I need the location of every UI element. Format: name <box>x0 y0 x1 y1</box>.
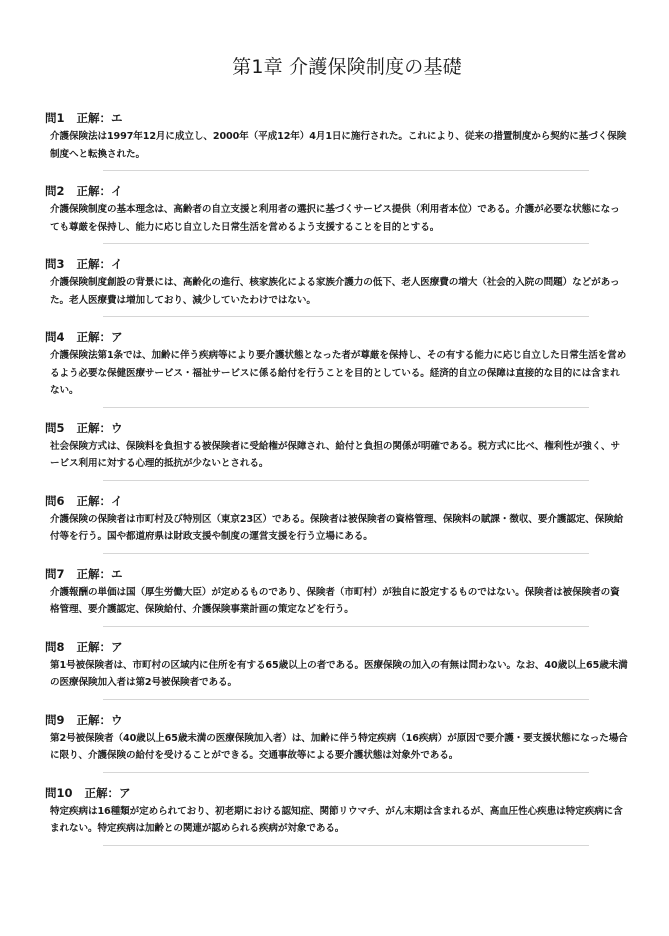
answer-header <box>45 493 629 509</box>
answer-header <box>45 110 629 126</box>
answer-header <box>45 639 629 655</box>
divider <box>103 170 589 171</box>
question-number: 問7 <box>45 566 65 581</box>
answer-item-3 <box>45 256 629 317</box>
correct-answer: 正解：エ <box>76 111 123 125</box>
explanation-text: 第2号被保険者（40歳以上65歳未満の医療保険加入者）は、加齢に伴う特定疾病（16疾病）が原因で要介護・要支援状態になった場合に限り、介護保険の給付を受けることができる。交通事故等による要介護状態は対象外である。 <box>50 732 628 761</box>
explanation-text: 介護報酬の単価は国（厚生労働大臣）が定めるものであり、保険者（市町村）が独自に設定するものではない。保険者は被保険者の資格管理、要介護認定、保険給付、介護保険事業計画の策定などを行う。 <box>50 586 620 615</box>
question-number: 問4 <box>45 330 65 344</box>
answer-item-1 <box>45 110 629 171</box>
correct-answer: 正解：ア <box>84 785 131 800</box>
question-number: 問10 <box>45 785 73 800</box>
answer-header <box>45 566 629 582</box>
divider <box>103 316 589 317</box>
answer-item-4 <box>45 329 629 408</box>
question-number: 問8 <box>45 639 65 654</box>
answer-item-2 <box>45 183 629 244</box>
divider <box>103 553 589 554</box>
answer-header <box>45 329 629 345</box>
question-number: 問5 <box>45 420 65 435</box>
correct-answer: 正解：イ <box>76 257 123 271</box>
answer-item-10 <box>45 785 629 846</box>
page-title: 第1章 介護保険制度の基礎 <box>232 56 462 78</box>
answer-item-8 <box>45 639 629 700</box>
divider <box>103 699 589 700</box>
explanation-text: 第1号被保険者は、市町村の区域内に住所を有する65歳以上の者である。医療保険の加入の有無は問わない。なお、40歳以上65歳未満の医療保険加入者は第2号被保険者である。 <box>50 659 628 688</box>
explanation-text: 介護保険制度の基本理念は、高齢者の自立支援と利用者の選択に基づくサービス提供（利用者本位）である。介護が必要な状態になっても尊厳を保持し、能力に応じ自立した日常生活を営めるよう支援することを目的とする。 <box>50 204 620 233</box>
correct-answer: 正解：ア <box>76 330 123 344</box>
correct-answer: 正解：ウ <box>76 420 123 435</box>
divider <box>103 480 589 481</box>
answer-header <box>45 712 629 728</box>
divider <box>103 243 589 244</box>
answer-item-7 <box>45 566 629 627</box>
answer-item-6 <box>45 493 629 554</box>
divider <box>103 772 589 773</box>
answer-header <box>45 785 629 801</box>
correct-answer: 正解：イ <box>76 493 123 508</box>
explanation-text: 社会保険方式は、保険料を負担する被保険者に受給権が保障され、給付と負担の関係が明確である。税方式に比べ、権利性が強く、サービス利用に対する心理的抵抗が少ないとされる。 <box>50 440 621 469</box>
correct-answer: 正解：エ <box>76 566 123 581</box>
explanation-text: 介護保険法第1条では、加齢に伴う疾病等により要介護状態となった者が尊厳を保持し、その有する能力に応じ自立した日常生活を営めるよう必要な保健医療サービス・福祉サービスに係る給付を行うことを目的としている。経済的自立の保障は直接的な目的には含まれない。 <box>50 350 627 396</box>
question-number: 問3 <box>45 257 65 271</box>
question-number: 問2 <box>45 184 65 198</box>
explanation-text: 特定疾病は16種類が定められており、初老期における認知症、関節リウマチ、がん末期は含まれるが、高血圧性心疾患は特定疾病に含まれない。特定疾病は加齢との関連が認められる疾病が対象である。 <box>50 805 623 834</box>
answer-item-5 <box>45 420 629 481</box>
question-number: 問1 <box>45 111 65 125</box>
explanation-text: 介護保険制度創設の背景には、高齢化の進行、核家族化による家族介護力の低下、老人医療費の増大（社会的入院の問題）などがあった。老人医療費は増加しており、減少していたわけではない。 <box>50 277 620 306</box>
correct-answer: 正解：ウ <box>76 712 123 727</box>
answer-header <box>45 183 629 199</box>
answer-list <box>45 110 629 846</box>
answer-item-9 <box>45 712 629 773</box>
divider <box>103 626 589 627</box>
explanation-text: 介護保険の保険者は市町村及び特別区（東京23区）である。保険者は被保険者の資格管理、保険料の賦課・徴収、要介護認定、保険給付等を行う。国や都道府県は財政支援や制度の運営支援を行う立場にある。 <box>50 513 624 542</box>
answer-header <box>45 256 629 272</box>
divider <box>103 845 589 846</box>
explanation-text: 介護保険法は1997年12月に成立し、2000年（平成12年）4月1日に施行された。これにより、従来の措置制度から契約に基づく保険制度へと転換された。 <box>50 131 627 160</box>
question-number: 問6 <box>45 493 65 508</box>
correct-answer: 正解：ア <box>76 639 123 654</box>
answer-header <box>45 420 629 436</box>
divider <box>103 407 589 408</box>
correct-answer: 正解：イ <box>76 184 123 198</box>
question-number: 問9 <box>45 712 65 727</box>
